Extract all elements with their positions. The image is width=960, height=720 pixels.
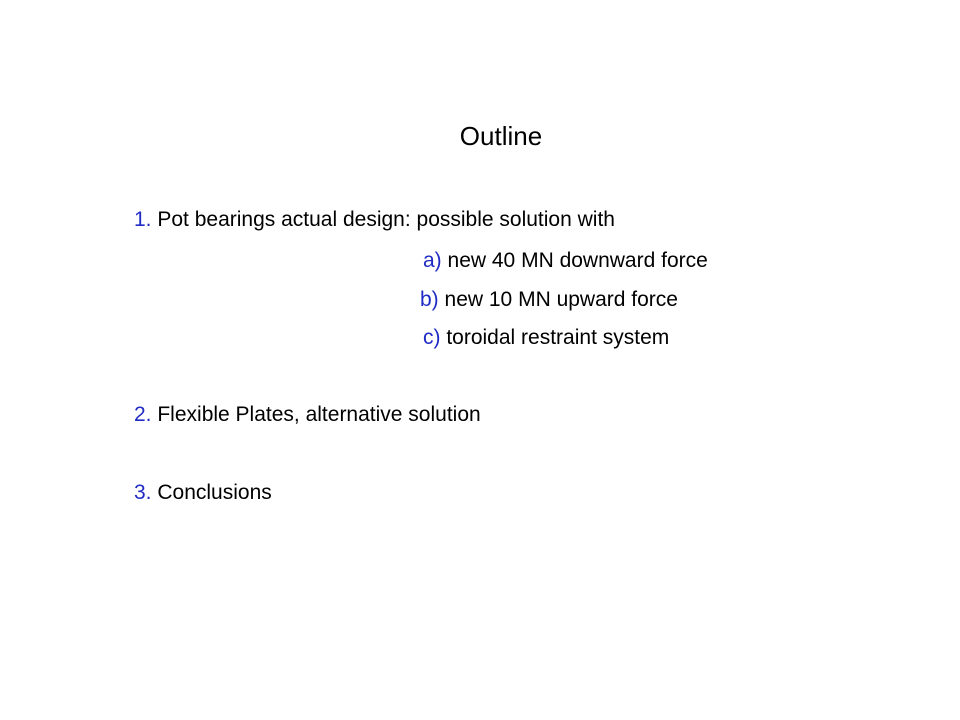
item-text: new 40 MN downward force — [441, 249, 708, 272]
item-number: 2. — [134, 403, 152, 426]
slide-title: Outline — [459, 121, 543, 151]
item-text: Pot bearings actual design: possible solution with — [151, 208, 615, 231]
item-number: c) — [423, 326, 441, 349]
outline-item-2 — [134, 401, 481, 429]
item-number: 3. — [134, 481, 152, 504]
item-number: 1. — [134, 208, 152, 231]
item-text: toroidal restraint system — [440, 326, 670, 349]
outline-subitem-b — [420, 286, 678, 314]
outline-item-3 — [134, 479, 272, 507]
item-text: Flexible Plates, alternative solution — [151, 403, 481, 426]
item-number: b) — [420, 288, 439, 311]
item-number: a) — [423, 249, 442, 272]
item-text: new 10 MN upward force — [438, 288, 678, 311]
outline-subitem-c — [423, 324, 669, 352]
outline-item-1 — [134, 206, 615, 234]
item-text: Conclusions — [151, 481, 272, 504]
outline-subitem-a — [423, 247, 708, 275]
